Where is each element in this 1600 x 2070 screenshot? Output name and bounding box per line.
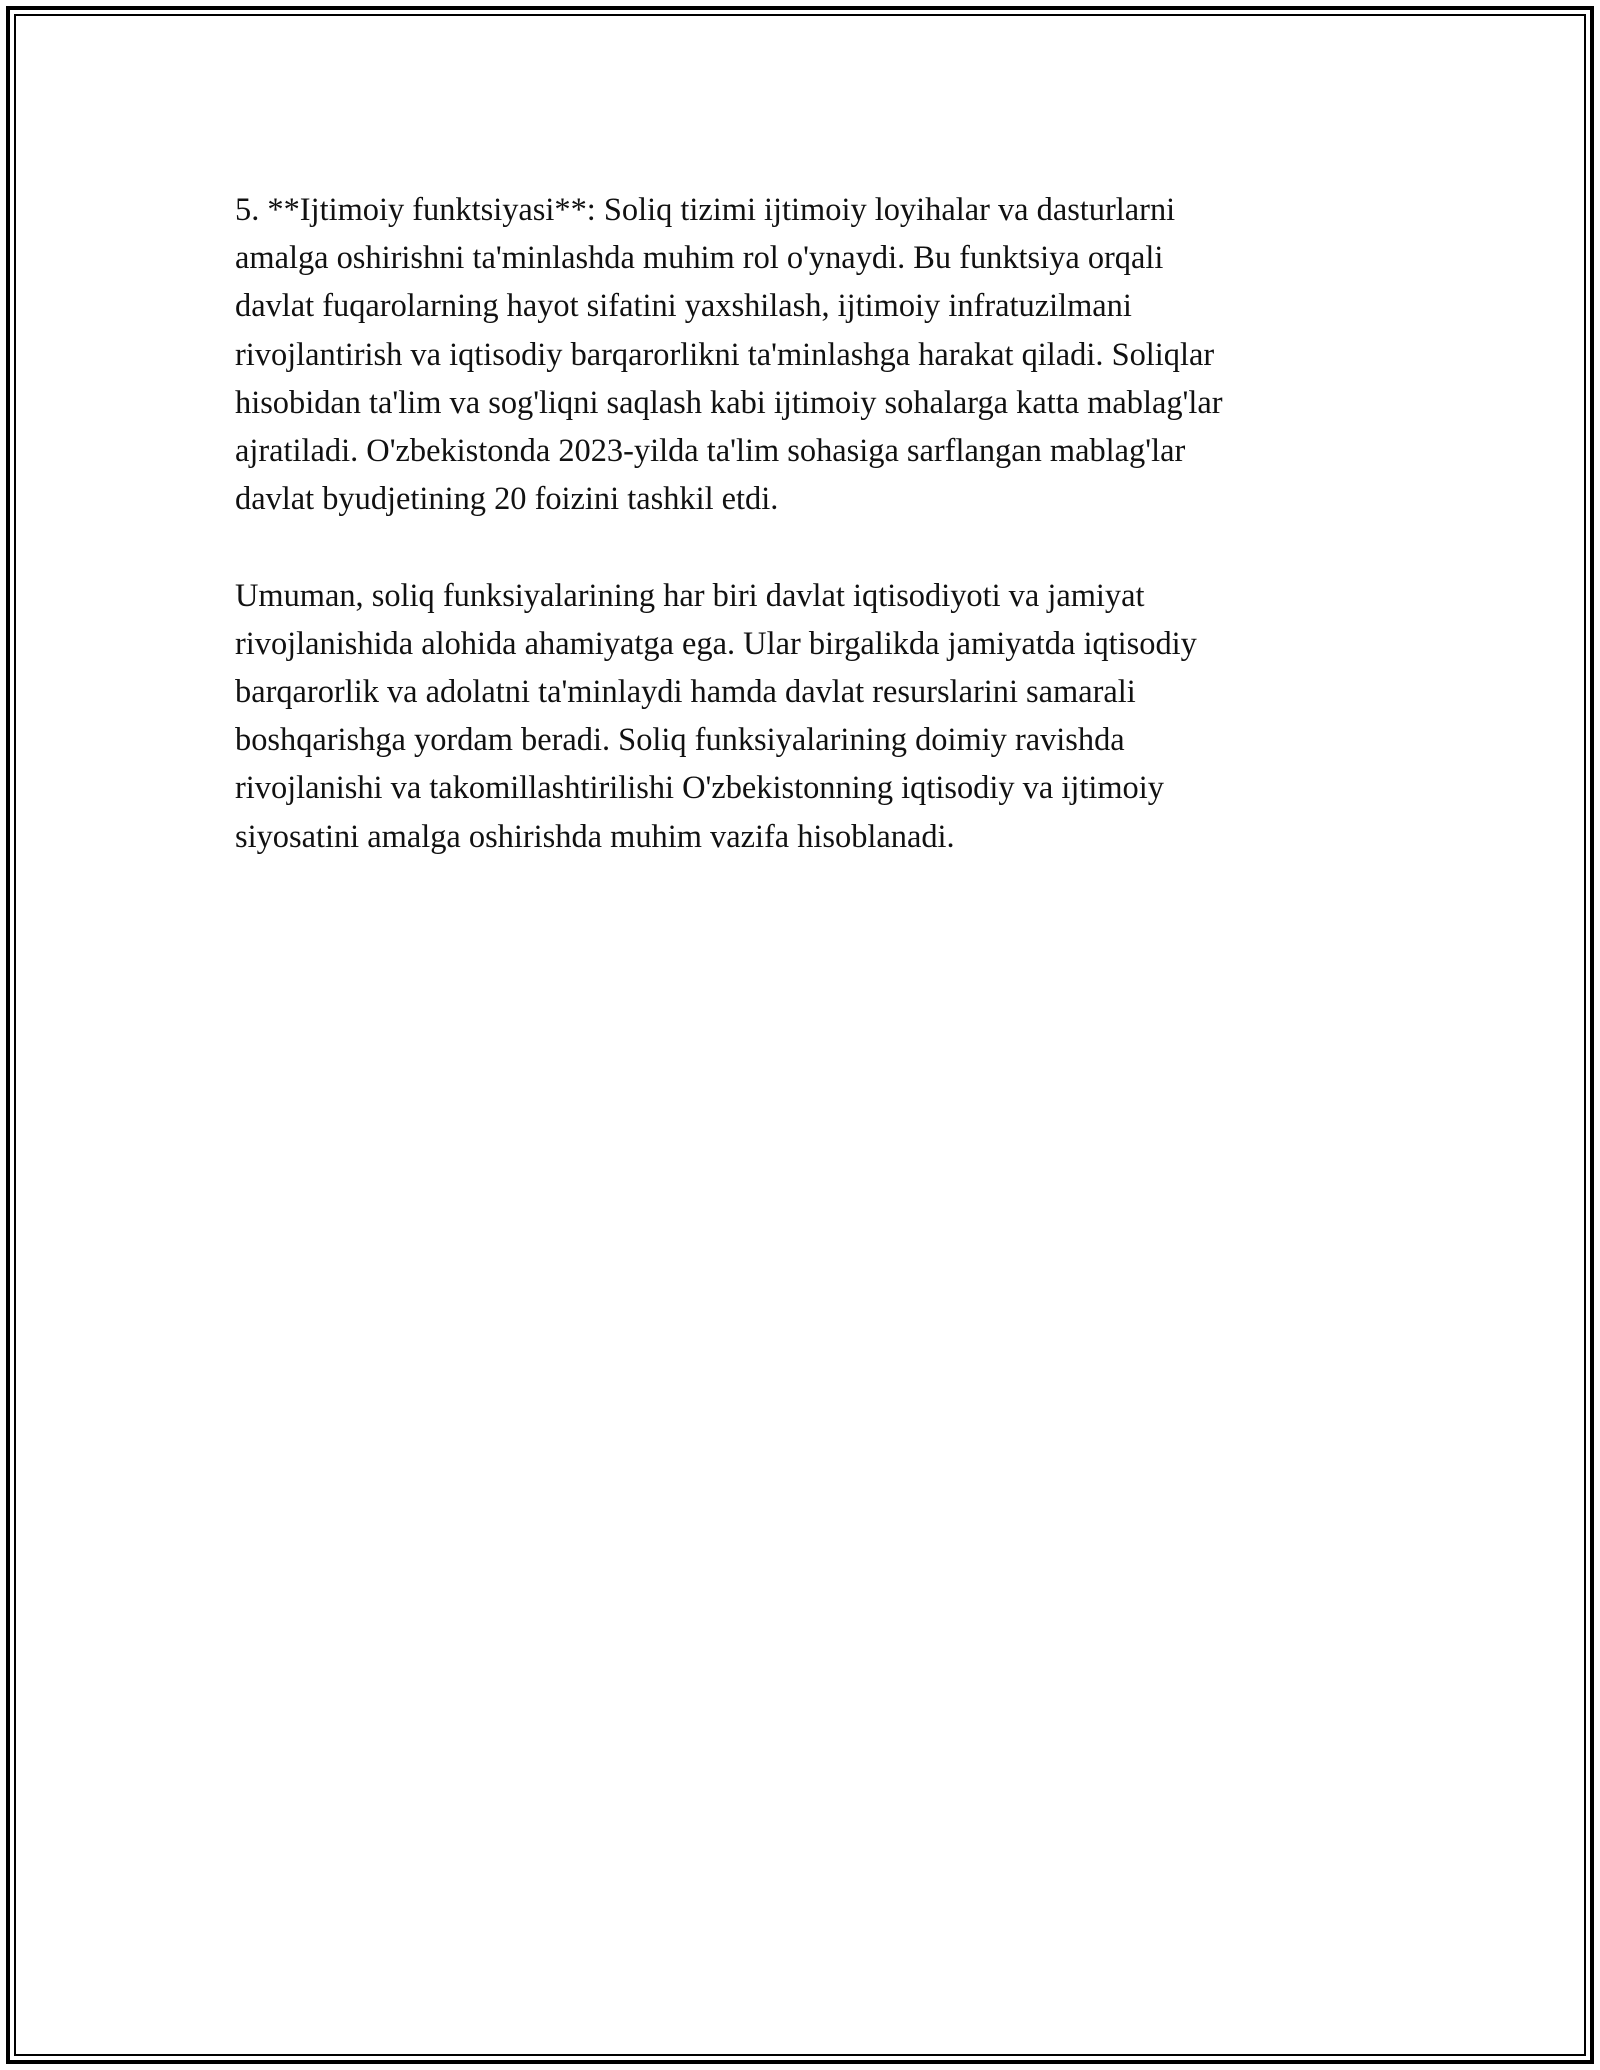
text-line: siyosatini amalga oshirishda muhim vazifa hisoblanadi. (235, 818, 955, 855)
text-line: hisobidan ta'lim va sog'liqni saqlash kabi ijtimoiy sohalarga katta mablag'lar (235, 384, 1223, 421)
text-line: rivojlanishi va takomillashtirilishi O'zbekistonning iqtisodiy va ijtimoiy (235, 770, 1164, 807)
text-line: davlat byudjetining 20 foizini tashkil etdi. (235, 481, 779, 518)
text-line: boshqarishga yordam beradi. Soliq funksiyalarining doimiy ravishda (235, 722, 1125, 759)
paragraph-conclusion (235, 572, 1395, 861)
text-line: rivojlantirish va iqtisodiy barqarorlikni ta'minlashga harakat qiladi. Soliqlar (235, 336, 1215, 373)
text-line: barqarorlik va adolatni ta'minlaydi hamda davlat resurslarini samarali (235, 674, 1136, 711)
document-body (235, 186, 1395, 861)
paragraph-spacer (235, 523, 1395, 571)
text-line: davlat fuqarolarning hayot sifatini yaxshilash, ijtimoiy infratuzilmani (235, 288, 1132, 325)
text-line: Umuman, soliq funksiyalarining har biri davlat iqtisodiyoti va jamiyat (235, 577, 1145, 614)
paragraph-social-function (235, 186, 1395, 523)
text-line: rivojlanishida alohida ahamiyatga ega. Ular birgalikda jamiyatda iqtisodiy (235, 625, 1197, 662)
text-line: amalga oshirishni ta'minlashda muhim rol o'ynaydi. Bu funktsiya orqali (235, 240, 1164, 277)
text-line: ajratiladi. O'zbekistonda 2023-yilda ta'lim sohasiga sarflangan mablag'lar (235, 433, 1186, 470)
text-line: 5. **Ijtimoiy funktsiyasi**: Soliq tizimi ijtimoiy loyihalar va dasturlarni (235, 192, 1176, 228)
